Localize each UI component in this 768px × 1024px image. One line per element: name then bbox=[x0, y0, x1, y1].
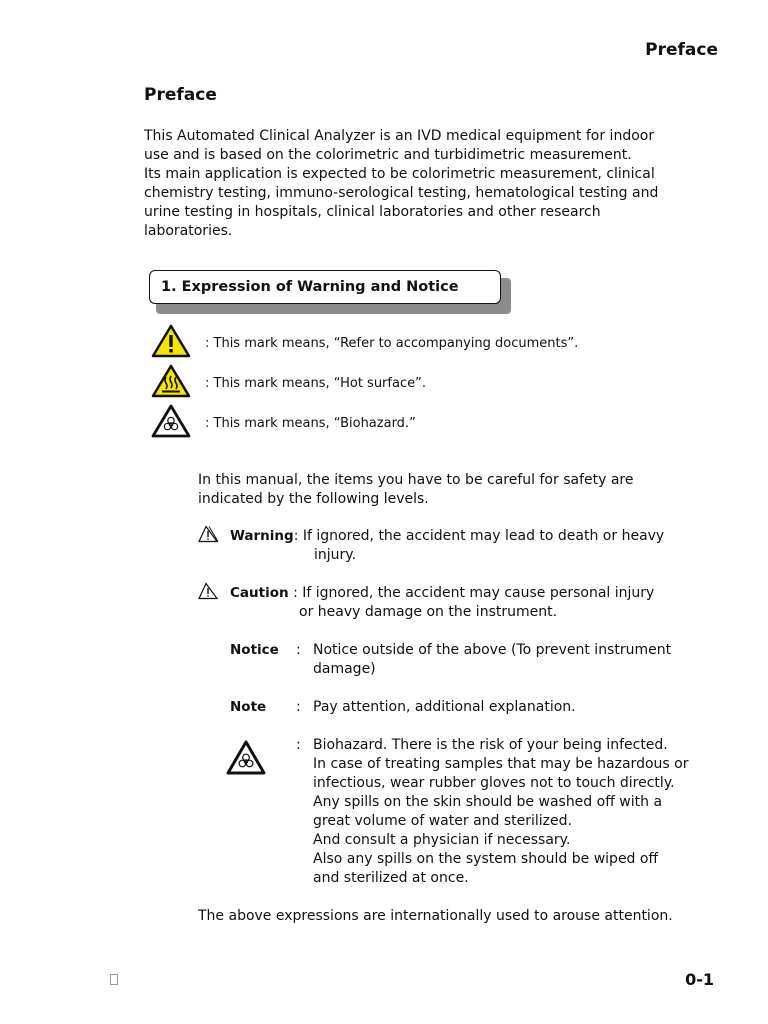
mark-row-biohazard bbox=[151, 404, 611, 440]
warning-level bbox=[230, 527, 720, 565]
running-header-title: Preface bbox=[645, 40, 718, 60]
biohazard-icon bbox=[226, 740, 266, 776]
intro-line: This Automated Clinical Analyzer is an IVD medical equipment for indoor bbox=[144, 128, 655, 144]
notice-label: Notice bbox=[230, 642, 279, 658]
footer-placeholder-icon bbox=[110, 974, 118, 985]
notice-colon: : bbox=[296, 642, 301, 658]
warning-description: : If ignored, the accident may lead to death or heavy bbox=[293, 528, 665, 544]
page-title: Preface bbox=[144, 85, 217, 105]
notice-line: Notice outside of the above (To prevent instrument bbox=[313, 642, 672, 658]
intro-line: laboratories. bbox=[144, 223, 233, 239]
biohazard-line: great volume of water and sterilized. bbox=[313, 813, 572, 829]
warning-triangle-icon bbox=[197, 525, 219, 543]
page-number: 0-1 bbox=[685, 970, 714, 989]
caution-description-cont: or heavy damage on the instrument. bbox=[299, 604, 558, 620]
biohazard-line: and sterilized at once. bbox=[313, 870, 469, 886]
caution-level bbox=[230, 584, 720, 622]
note-description bbox=[313, 698, 723, 717]
biohazard-line: Biohazard. There is the risk of your being infected. bbox=[313, 737, 668, 753]
intro-line: chemistry testing, immuno-serological testing, hematological testing and bbox=[144, 185, 659, 201]
biohazard-line: And consult a physician if necessary. bbox=[313, 832, 571, 848]
note-line: Pay attention, additional explanation. bbox=[313, 699, 576, 715]
exclamation-warning-icon bbox=[151, 324, 191, 358]
mark-row-refer-documents bbox=[151, 324, 611, 360]
warning-label: Warning bbox=[230, 528, 294, 544]
biohazard-colon: : bbox=[296, 737, 301, 753]
levels-intro-line: indicated by the following levels. bbox=[198, 491, 429, 507]
notice-description bbox=[313, 641, 723, 679]
mark-description: : This mark means, “Hot surface”. bbox=[205, 376, 426, 391]
biohazard-line: Any spills on the skin should be washed off with a bbox=[313, 794, 663, 810]
hot-surface-icon bbox=[151, 364, 191, 398]
caution-triangle-icon bbox=[197, 582, 219, 600]
notice-line: damage) bbox=[313, 661, 376, 677]
warning-description-cont: injury. bbox=[314, 547, 357, 563]
intro-line: Its main application is expected to be colorimetric measurement, clinical bbox=[144, 166, 655, 182]
levels-intro bbox=[198, 471, 718, 509]
section-heading: 1. Expression of Warning and Notice bbox=[149, 270, 501, 304]
intro-line: use and is based on the colorimetric and turbidimetric measurement. bbox=[144, 147, 632, 163]
caution-label: Caution bbox=[230, 585, 289, 601]
closing-sentence: The above expressions are internationally used to arouse attention. bbox=[198, 908, 673, 924]
biohazard-description bbox=[313, 736, 733, 888]
mark-row-hot-surface bbox=[151, 364, 611, 400]
intro-paragraph bbox=[144, 127, 724, 241]
biohazard-line: In case of treating samples that may be hazardous or bbox=[313, 756, 689, 772]
note-colon: : bbox=[296, 699, 301, 715]
mark-description: : This mark means, “Biohazard.” bbox=[205, 416, 416, 431]
biohazard-line: Also any spills on the system should be wiped off bbox=[313, 851, 659, 867]
levels-intro-line: In this manual, the items you have to be careful for safety are bbox=[198, 472, 634, 488]
biohazard-icon bbox=[151, 404, 191, 438]
biohazard-line: infectious, wear rubber gloves not to touch directly. bbox=[313, 775, 675, 791]
caution-description: : If ignored, the accident may cause personal injury bbox=[293, 585, 655, 601]
mark-description: : This mark means, “Refer to accompanying documents”. bbox=[205, 336, 579, 351]
note-label: Note bbox=[230, 699, 267, 715]
intro-line: urine testing in hospitals, clinical laboratories and other research bbox=[144, 204, 601, 220]
